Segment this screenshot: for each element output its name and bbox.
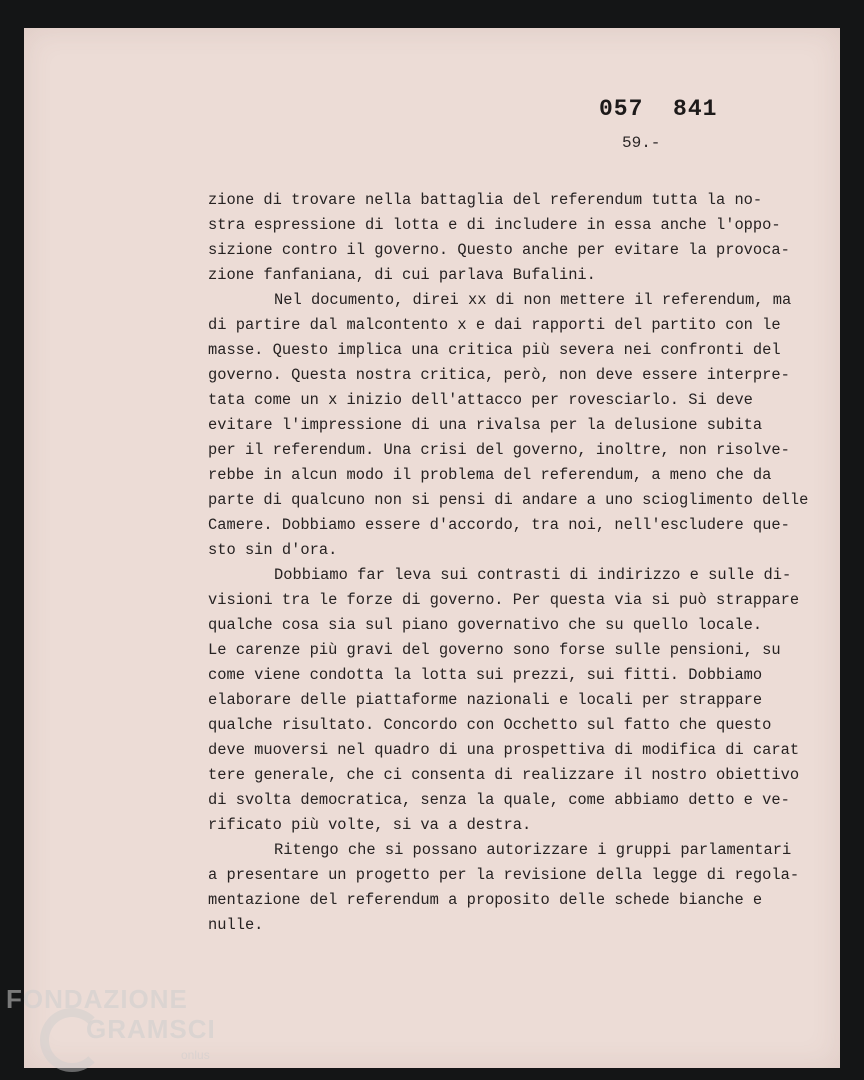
text-line: rificato più volte, si va a destra. (208, 816, 532, 834)
text-line: qualche cosa sia sul piano governativo che su quello locale. (208, 616, 763, 634)
text-line: per il referendum. Una crisi del governo, inoltre, non risolve- (208, 441, 790, 459)
text-line: masse. Questo implica una critica più severa nei confronti del (208, 341, 781, 359)
fondazione-gramsci-watermark (6, 984, 236, 1080)
text-line: elaborare delle piattaforme nazionali e locali per strappare (208, 691, 763, 709)
text-line: di partire dal malcontento x e dai rapporti del partito con le (208, 316, 781, 334)
text-line: sto sin d'ora. (208, 541, 338, 559)
text-line: a presentare un progetto per la revisione della legge di regola- (208, 866, 800, 884)
text-line: evitare l'impressione di una rivalsa per la delusione subita (208, 416, 763, 434)
text-line: Le carenze più gravi del governo sono forse sulle pensioni, su (208, 641, 781, 659)
text-line: stra espressione di lotta e di includere in essa anche l'oppo- (208, 216, 781, 234)
text-line: di svolta democratica, senza la quale, come abbiamo detto e ve- (208, 791, 790, 809)
text-line: zione di trovare nella battaglia del referendum tutta la no- (208, 191, 763, 209)
typewritten-page (24, 28, 840, 1068)
text-line: visioni tra le forze di governo. Per questa via si può strappare (208, 591, 800, 609)
text-line: come viene condotta la lotta sui prezzi, sui fitti. Dobbiamo (208, 666, 763, 684)
text-line: tata come un x inizio dell'attacco per rovesciarlo. Si deve (208, 391, 753, 409)
text-line: deve muoversi nel quadro di una prospettiva di modifica di carat (208, 741, 800, 759)
document-body (208, 188, 848, 938)
archive-number: 057 841 (599, 96, 718, 122)
paragraph-start-line: Nel documento, direi xx di non mettere il referendum, ma (274, 291, 792, 309)
paragraph-start-line: Dobbiamo far leva sui contrasti di indirizzo e sulle di- (274, 566, 792, 584)
text-line: sizione contro il governo. Questo anche per evitare la provoca- (208, 241, 790, 259)
text-line: mentazione del referendum a proposito delle schede bianche e (208, 891, 763, 909)
text-line: parte di qualcuno non si pensi di andare a uno scioglimento delle (208, 491, 809, 509)
watermark-line-2: GRAMSCI (86, 1014, 216, 1044)
text-line: governo. Questa nostra critica, però, non deve essere interpre- (208, 366, 790, 384)
text-line: Camere. Dobbiamo essere d'accordo, tra noi, nell'escludere que- (208, 516, 790, 534)
paragraph-start-line: Ritengo che si possano autorizzare i gruppi parlamentari (274, 841, 792, 859)
text-line: qualche risultato. Concordo con Occhetto sul fatto che questo (208, 716, 772, 734)
watermark-line-1: FONDAZIONE (6, 984, 188, 1014)
text-line: nulle. (208, 916, 264, 934)
watermark-line-3: onlus (181, 1048, 210, 1062)
page-number: 59.- (622, 134, 661, 152)
text-line: rebbe in alcun modo il problema del referendum, a meno che da (208, 466, 772, 484)
text-line: zione fanfaniana, di cui parlava Bufalini. (208, 266, 596, 284)
text-line: tere generale, che ci consenta di realizzare il nostro obiettivo (208, 766, 800, 784)
